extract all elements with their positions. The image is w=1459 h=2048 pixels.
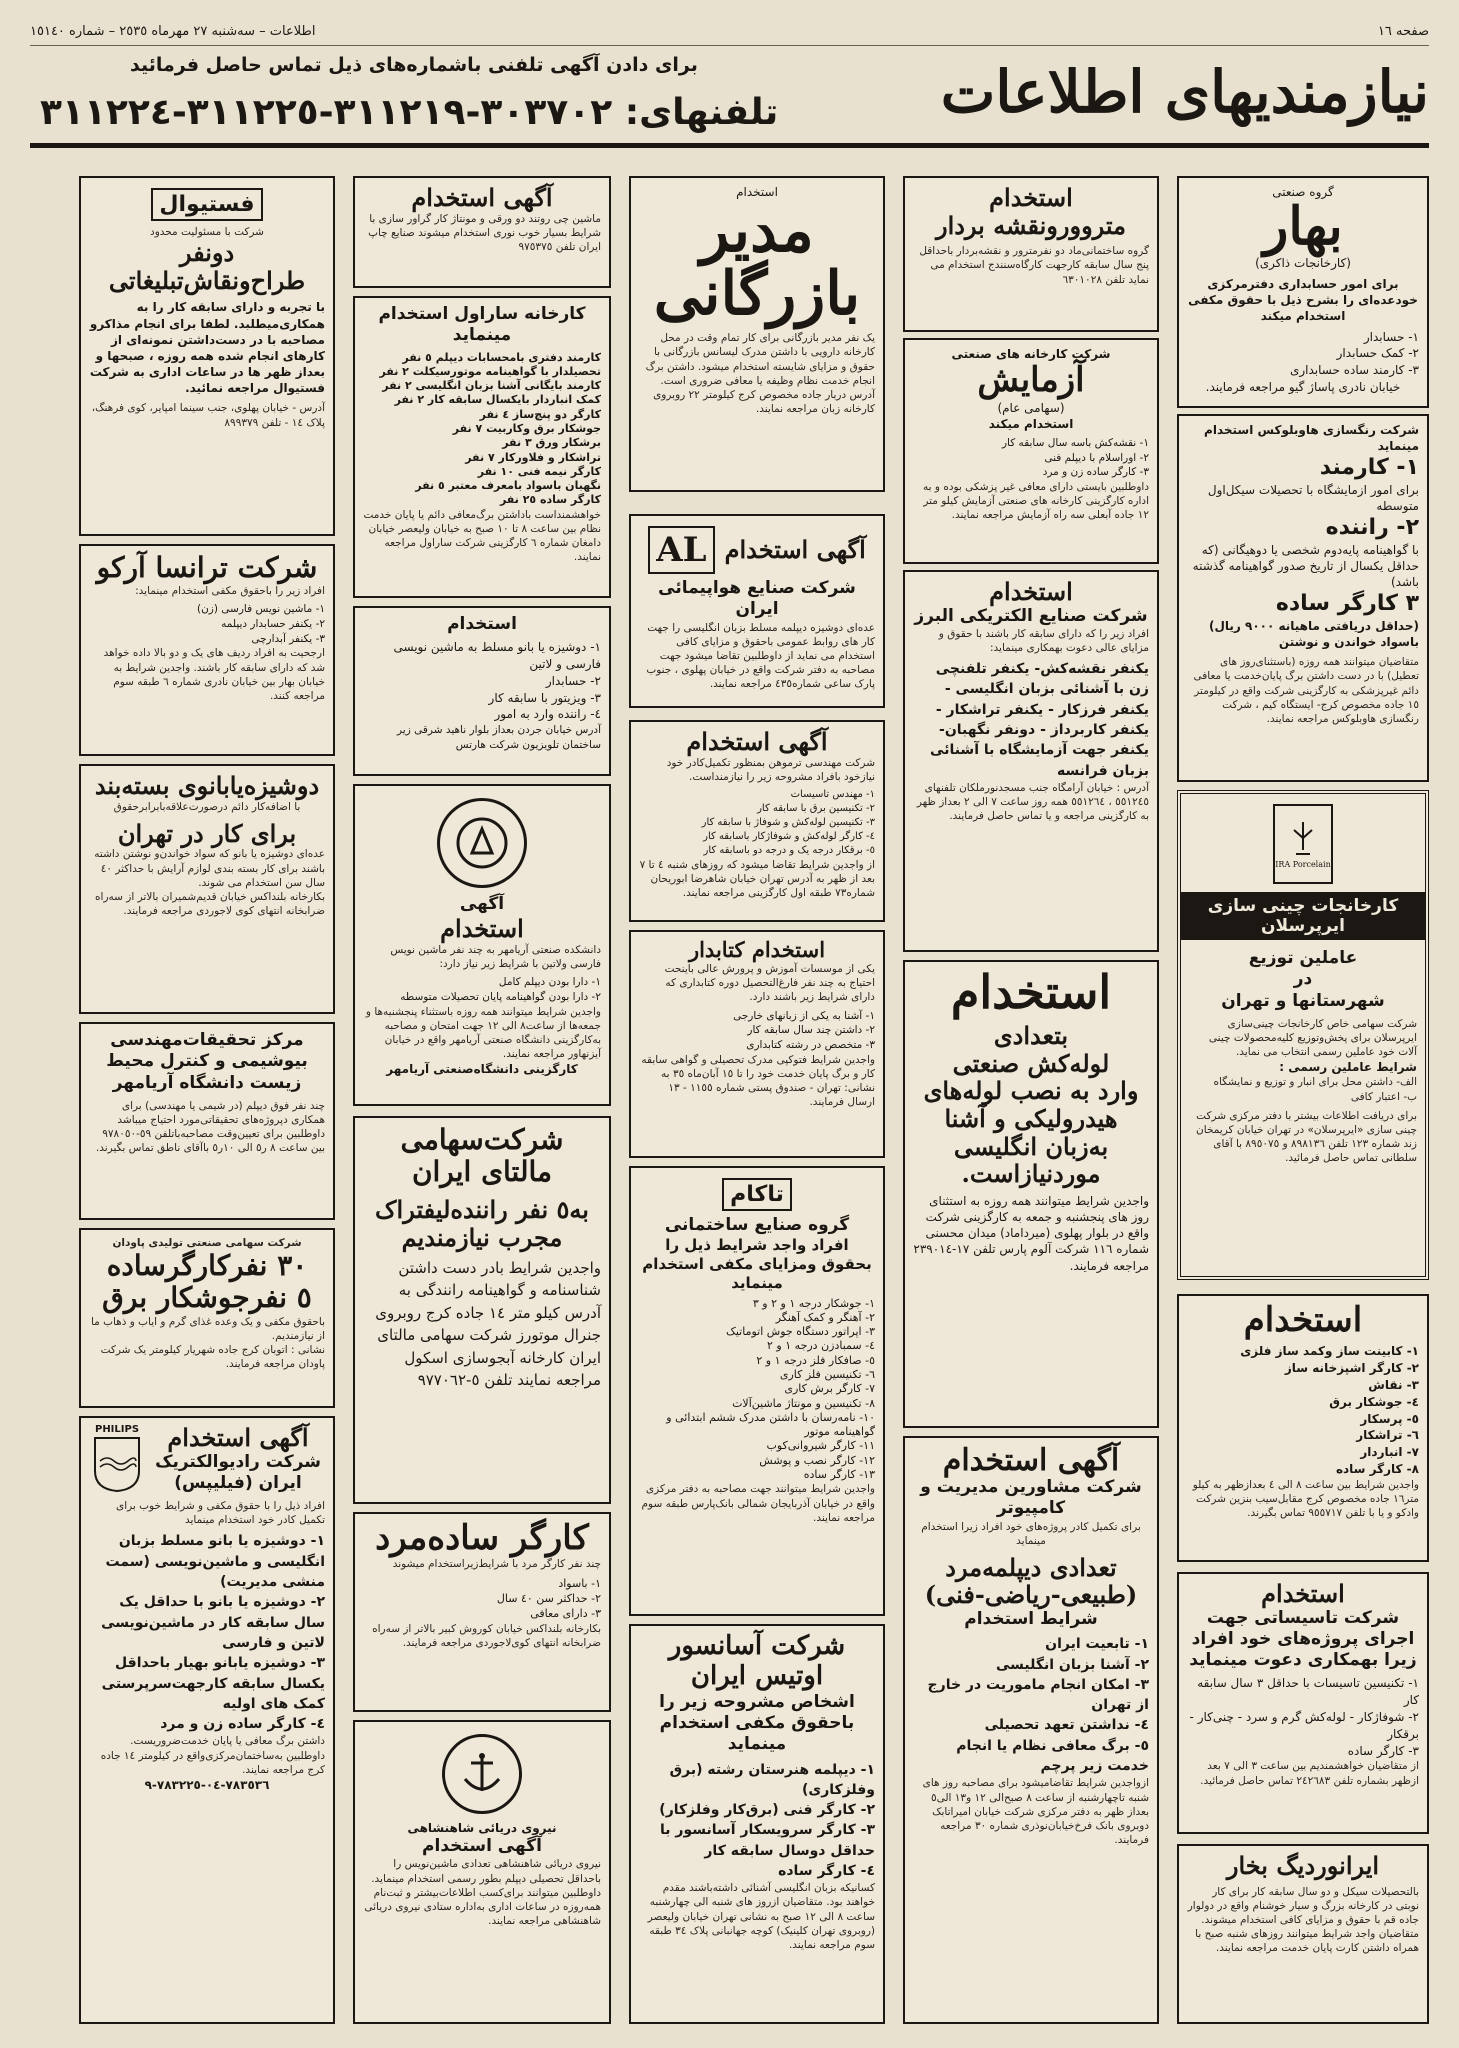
ad-bastebandi-body: با اضافه‌کار دائم درصورت‌علاقه‌بابرابر‌حقوق	[113, 800, 301, 813]
ad-estekhdam-hartis	[353, 606, 611, 776]
ad-naqshe-body: گروه ساختمانی‌ماد دو نفرمترور و نقشه‌بردار باحداقل پنج سال سابقه کارجهت کارگاه‌سنندج استخدام می نماید تلفن ٦٣٠١٠٢٨	[919, 245, 1149, 286]
irporcelain-strip: کارخانجات چینی سازی ایرپرسلان	[1181, 892, 1425, 940]
list-item: ٣- کارمند ساده حسابداری	[1289, 363, 1419, 378]
ad-tasisati-head: شرکت تاسیساتی جهت اجرای پروژه‌های خود افراد زیرا بهمکاری دعوت مینماید	[1189, 1607, 1417, 1671]
ad-bastebandi-body2: عده‌ای دوشیزه یا بانو که سواد خواندن‌و نوشتن داشته باشند برای کار بسته بندی لوازم آرایش با حداکثر ٤٠ سال سن استخدام می شوند.	[94, 848, 325, 889]
ad-aryamehr-title: آگهی	[459, 894, 505, 914]
list-item: ١- ماشین نویس فارسی (زن)	[196, 603, 325, 616]
ad-bokhar-title: ایرانوردیگ بخار	[1226, 1851, 1380, 1880]
list-item: ٦- تراشکار	[1356, 1428, 1419, 1443]
list-item: ٣- کارگر سرویسکار آسانسور با حداقل دوسال سابقه کار	[660, 1822, 875, 1859]
ad-havoboks	[1177, 414, 1429, 782]
ad-maltaee-title: شرکت‌سهامی مالتای ایران	[400, 1123, 564, 1189]
crown-icon	[1288, 820, 1318, 860]
phones-value: ٣٠٣٧٠٢-٣١١٢١٩-٣١١٢٢٥-٣١١٢٢٤	[40, 92, 613, 133]
ad-philips-list	[89, 1531, 325, 1734]
list-item: ١- تابعیت ایران	[1045, 1636, 1149, 1653]
irporcelain-logo	[1273, 804, 1333, 884]
issue-line: اطلاعات – سه‌شنبه ٢٧ مهرماه ٢٥٣٥ – شماره ١٥١٤٠	[30, 24, 316, 39]
list-item: ١- باسواد	[558, 1576, 601, 1590]
ad-havoboks-role2: ٢- راننده	[1325, 515, 1419, 541]
ad-bahar-name: بهار	[1263, 196, 1343, 258]
ad-lolekesh-title: استخدام	[950, 965, 1112, 1019]
ad-bazargani-small: استخدام	[736, 185, 778, 199]
list-item: ٤- کارگر ساده	[778, 1863, 875, 1880]
ad-havapeyma-company: شرکت صنایع هواپیمائی ایران	[658, 578, 856, 620]
ad-naqshe	[903, 176, 1159, 332]
ad-biomedical-title: مرکز تحقیقات‌مهندسی بیوشیمی و کنترل محیط زیست دانشگاه آریامهر	[106, 1030, 308, 1093]
ad-bahar-address: خیابان نادری پاساژ گیو مراجعه فرمایند.	[1205, 379, 1401, 394]
ad-azmayesh-name: آزمایش	[977, 360, 1085, 401]
ad-havoboks-intro: شرکت رنگسازی هاوبلوکس استخدام مینماید	[1204, 423, 1419, 454]
ad-moshaverin-title: آگهی استخدام	[942, 1443, 1120, 1478]
ad-sakhtemani-head: افراد واجد شرایط ذیل را بحقوق ومزایای مکفی استخدام مینماید	[642, 1236, 872, 1292]
list-item: ٣- کارگر ساده زن و مرد	[1042, 466, 1149, 479]
phone-instruction: برای دادن آگهی تلفنی باشماره‌های ذیل تماس حاصل فرمائید	[130, 54, 698, 76]
ad-alborz-intro: افراد زیر را که دارای سابقه کار باشند با حقوق و مزایای عالی دعوت بهمکاری مینماید:	[938, 627, 1149, 655]
list-item: ٣- دوشیزه یابانو بهیار باحداقل یکسال سابقه کارجهت‌سرپرستی کمک های اولیه	[101, 1655, 325, 1712]
ad-lolekesh-line: موردنیازاست.	[961, 1159, 1101, 1189]
ad-saravol-title: کارخانه ساراول استخدام مینماید	[378, 304, 586, 346]
ad-moshaverin-list	[913, 1634, 1149, 1776]
ad-saravol-list	[363, 351, 601, 508]
ad-bazargani-title: مدیر بازرگانی	[653, 196, 861, 330]
ad-bokhar	[1177, 1844, 1429, 2024]
list-item: ٥- برگ معافی نظام یا انجام خدمت زیر پرچم	[956, 1737, 1149, 1775]
ad-transarko-list	[89, 602, 325, 646]
list-item: ٤- کارگر لوله‌کش و شوفاژکار باسابقه کار	[703, 830, 875, 842]
ad-azmayesh-group: شرکت کارخانه های صنعتی	[951, 347, 1111, 361]
list-item: ١- کابینت ساز وکمد ساز فلزی	[1240, 1344, 1419, 1359]
list-item: ٢- کمک حسابدار	[1336, 346, 1419, 361]
ad-kargar-mard-title: کارگر ساده‌مرد	[375, 1518, 589, 1558]
ad-azmayesh-head: استخدام میکند	[988, 416, 1074, 431]
list-item: ٢- یکنفر حسابدار دیپلمه	[221, 618, 325, 631]
ad-kargar-mard-body2: بکارخانه بلنداکس خیابان کوروش کبیر بالاتر از سه‌راه ضرابخانه انتهای کوی‌لاجوردی مراجعه فرمایند.	[372, 1622, 601, 1649]
list-item: ١٢- کارگر نصب و پوشش	[759, 1453, 875, 1467]
ad-bastebandi-title: دوشیزه‌یابانوی بسته‌بند	[94, 771, 320, 800]
ad-ketabdar-title: استخدام کتابدار	[688, 937, 826, 962]
festival-logo-icon: فستیوال	[151, 188, 262, 221]
ad-pavdan	[79, 1228, 335, 1408]
ad-niroo-title: آگهی استخدام	[422, 1836, 542, 1857]
list-item: ٤- سمبادزن درجه ١ و ٢	[767, 1339, 875, 1353]
list-item: ٤- جوشکار برق	[1329, 1394, 1419, 1409]
list-item: ٥- صافکار فلز درجه ١ و ٢	[756, 1353, 875, 1367]
ad-niroo-body: نیروی دریائی شاهنشاهی تعدادی ماشین‌نویس را باحداقل تحصیلی دیپلم بطور رسمی استخدام مینماید.	[371, 1858, 601, 1885]
ad-hartis-list	[363, 639, 601, 752]
ad-lolekesh-line: بتعدادی	[993, 1021, 1069, 1051]
ad-asansor-body: کسانیکه بزبان انگلیسی آشنائی داشته‌باشند مقدم خواهند بود. متقاضیان ازروز های شنبه الی چهارشنبه ساعت ٨ الی ١٢ صبح به نشانی تهران خیابان ولیعصر (روبروی تهران کلینیک) کوچه جهانبانی پلاک ٣٤ طبقه سوم مراجعه نمایند.	[647, 1882, 875, 1951]
page-top-line	[30, 18, 1429, 46]
list-item: ٢- کارگر اشپزخانه ساز	[1284, 1361, 1419, 1376]
irporcelain-c1: الف- داشتن محل برای انبار و توزیع و نمایشگاه	[1213, 1076, 1417, 1089]
ad-alborz-body: آدرس : خیابان آرامگاه جنب مسجدنورملکان تلفنهای ٥٥١٢٤٥ ، ٥٥١٢٦٤ همه روز ساعت ٧ الی ٢ بعداز ظهر به کارگزینی مراجعه و یا تماس حاصل فرمایند.	[916, 781, 1149, 823]
list-item: ٣- دارای معافی	[530, 1607, 601, 1621]
ad-bazargani-body: یک نفر مدیر بازرگانی برای کار تمام وقت در محل کارخانه دارویی با داشتن مدرک لیسانس بازرگانی با حقوق و مزایای شایسته استخدام میشود. داشتن برگ انجام خدمت نظام وظیفه یا معافی ضروری است.	[645, 332, 875, 387]
ad-bahar-group: گروه صنعتی	[1272, 185, 1334, 199]
ad-bazargani-address: آدرس دربار جاده مخصوص کرج کیلومتر ٢٢ روبروی کارخانه زبان مراجعه نمایند.	[653, 388, 875, 416]
ad-moshaverin-intro: برای تکمیل کادر پروژه‌های خود افراد زیرا استخدام مینماید	[921, 1520, 1141, 1547]
page-number: صفحه ١٦	[1377, 24, 1429, 39]
ad-havoboks-body: متقاضیان میتوانند همه روزه (باستثنای‌روز های تعطیل) با در دست داشتن برگ پایان‌خدمت یا معافی دائم غیرپزشکی به کارگزینی شرکت واقع در کیلومتر ١٥ جاده مخصوص کرج- ایستگاه کیم ، شرکت رنگسازی هاوبلوکس مراجعه نمایند.	[1193, 656, 1419, 725]
ad-festival-address: آدرس - خیابان پهلوی، جنب سینما امپایر، کوی فرهنگ، پلاک ١٤ - تلفن ٨٩٩٣٧٩	[91, 402, 325, 429]
ad-hartis-title: استخدام	[447, 614, 517, 634]
irporcelain-body: شرکت سهامی خاص کارخانجات چینی‌سازی ایرپرسلان برای پخش‌وتوزیع کلیه‌محصولات چینی آلات خود عاملین رسمی انتخاب می نماید.	[1208, 1017, 1417, 1059]
list-item: ٢- حداکثر سن ٤٠ سال	[496, 1591, 601, 1605]
ad-niroo-body2: داوطلبین میتوانند برای‌کسب اطلاعات‌بیشتر و ثبت‌نام همه‌روزه در ساعات اداری به‌اداره ستادی نیروی دریائی شاهنشاهی مراجعه نمایند.	[364, 1886, 601, 1928]
ad-naqshe-title: استخدام	[989, 183, 1073, 212]
ad-mohandesi-body: شرکت مهندسی ترموهن بمنظور تکمیل‌کادر خود نیازخود بافراد مشروحه زیر را نیازمنداست.	[666, 756, 875, 783]
list-item: ١- تکنیسین تاسیسات با حداقل ٣ سال سابقه کار	[1197, 1676, 1419, 1708]
ad-bahar-sub: (کارخانجات ذاکری)	[1255, 255, 1351, 270]
ad-ketabdar-list	[639, 1009, 875, 1053]
ad-asansor-title: شرکت آسانسور اوتیس ایران	[668, 1631, 846, 1691]
list-item: ٢- داشتن چند سال سابقه کار	[747, 1024, 875, 1037]
ad-estekhdam-fellezi	[1177, 1294, 1429, 1562]
list-item: کارگر دو پنچ‌ساز ٤ نفر	[479, 407, 601, 421]
ad-aryamehr	[353, 784, 611, 1106]
logo-text: IRA Porcelain	[1275, 859, 1331, 869]
ad-havoboks-role3-desc: (حداقل دریافتی ماهیانه ٩٠٠٠ ریال) باسواد خواندن و نوشتن	[1209, 618, 1419, 649]
list-item: جوشکار برق وکاربیت ٧ نفر	[452, 421, 601, 435]
ad-tasisati	[1177, 1572, 1429, 1834]
list-item: تحصیلدار با گواهینامه موتورسیکلت ٢ نفر	[379, 364, 601, 378]
ad-aryamehr-body: دانشکده صنعتی آریامهر به چند نفر ماشین نویس فارسی ولاتین با شرایط زیر نیاز دارد:	[390, 943, 601, 971]
list-item: نگهبان باسواد بامعرف معتبر ٥ نفر	[415, 479, 601, 493]
list-item: ٣- متخصص در رشته کتابداری	[746, 1039, 875, 1052]
list-item: ٨- تکنیسین و مونتاژ ماشین‌آلات	[732, 1396, 875, 1410]
ad-alborz-list	[913, 659, 1149, 781]
ad-mohandesi-body2: از واجدین شرایط تقاضا میشود که روزهای شنبه ٤ تا ٧ بعد از ظهر به آدرس تهران خیابان شاهرضا ابوریحان شماره٧٣ طبقه اول کارگزینی مراجعه نمایند.	[639, 858, 875, 900]
philips-logo	[89, 1424, 145, 1493]
list-item: ٤- راننده وارد به امور	[494, 707, 601, 722]
ad-bastebandi	[79, 764, 335, 1014]
ad-transarko-body: ارجحیت به افراد ردیف های یک و دو بالا داده خواهد شد که دارای سابقه کار باشند. واجدین شرایط به خیابان بهار بین خیابان نادری شماره ٦ طبقه سوم مراجعه کنند.	[103, 647, 325, 702]
ad-biomedical-body: چند نفر فوق دیپلم (در شیمی یا مهندسی) برای همکاری دپروژه‌های تحقیقاتی‌مورد احتیاج میباشد داوطلبین برای تعیین‌وقت مصاحبه‌باتلفن ٥٩-٩٧٨٠٥٠ بین ساعت ٨ ر٥ الی ١٠ر٥ باآقای ناطق تماس بگیرند.	[95, 1099, 325, 1155]
ad-mohandesi-title: آگهی استخدام	[686, 727, 828, 756]
ad-festival-body: با تجربه و دارای سابقه کار را به همکاری‌میطلبد. لطفا برای انجام مذاکرو مصاحبه با در دست‌داشتن نمونه‌ای از کارهای انجام شده همه روزه ، صبحها و بعداز ظهر ها در ساعات اداری به شرکت فستیوال مراجعه نمائید.	[89, 300, 325, 396]
list-item: ٢- اوراسلام با دیپلم فنی	[1044, 451, 1149, 464]
ad-maltaee-head: به٥ نفر راننده‌لیفتراک مجرب نیازمندیم	[375, 1195, 589, 1252]
ad-bazargani	[629, 176, 885, 492]
ad-alborz-company: شرکت صنایع الکتریکی البرز	[914, 605, 1148, 626]
ad-philips	[79, 1416, 335, 2024]
ad-havoboks-role2-desc: با گواهینامه پایه‌دوم شخصی یا دوهیگانی (که حداقل یکسال از تاریخ صدور گواهینامه گذشته باشد)	[1192, 542, 1419, 590]
list-item: ١- حسابدار	[1363, 329, 1419, 344]
list-item: ٣- اپراتور دستگاه جوش اتوماتیک	[726, 1325, 875, 1339]
ad-bokhar-body: بالتحصیلات سیکل و دو سال سابقه کار برای کار نوبتی در کارخانه بزرگ و سیار خوشنام واقع در دولوار جاده قم با حقوق و مزایای کافی استخدام میشوند. متقاضیان واجد شرایط میتوانند روزهای شنبه صبح با همراه داشتن کارت پایان خدمت مراجعه نمایند.	[1187, 1885, 1419, 1955]
list-item: ٧- کارگر برش کاری	[784, 1382, 875, 1396]
ad-philips-intro: افراد ذیل را با حقوق مکفی و شرایط خوب برای تکمیل کادر خود استخدام مینماید	[115, 1500, 325, 1527]
ad-irporcelain	[1177, 790, 1429, 1280]
list-item: ٤- نداشتن تعهد تحصیلی	[984, 1717, 1149, 1734]
ad-asansor-list	[639, 1760, 875, 1882]
ad-azmayesh-list	[913, 436, 1149, 480]
ad-golpayegan-body: ماشین‌ چی روتند دو ورقی و مونتاژ کار گراور سازی با شرایط بسیار خوب نوری استخدام میشوند صنایع چاپ ایران تلفن ٩٧٥٣٧٥	[368, 212, 601, 253]
ad-saravol-body: خواهشمند‌است‌ باداشتن برگ‌معافی دائم یا پایان خدمت نظام بین ساعت ٨ تا ١٠ صبح به خیابان ولیعصر خیابان دامغان شماره ٦ کارگزینی شرکت ساراول مراجعه نمایند.	[363, 508, 601, 564]
ad-asansor-head: اشخاص مشروحه زیر را باحقوق مکفی استخدام مینماید	[659, 1691, 855, 1755]
list-item: تراشکار و فلاورکار ٧ نفر	[465, 450, 601, 464]
takam-logo-icon: تاکام	[722, 1178, 792, 1211]
list-item: ٣- امکان انجام ماموریت در خارج از تهران	[927, 1676, 1149, 1714]
ad-naqshe-head: متروورونقشه بردار	[935, 210, 1127, 240]
ad-pavdan-address: نشانی : اتوبان کرج جاده شهریار کیلومتر یک شرکت پاودان مراجعه فرمایند.	[100, 1343, 325, 1371]
list-item: ١٣- کارگر ساده	[803, 1468, 875, 1482]
list-item: ٨- کارگر ساده	[1335, 1461, 1419, 1476]
list-item: یکنفر فرزکار - یکنفر تراشکار -	[935, 701, 1149, 718]
list-item: ١- جوشکار درجه ١ و ٢ و ٣	[752, 1296, 875, 1310]
list-item: ٣- نقاش	[1368, 1377, 1419, 1392]
ad-asansor	[629, 1624, 885, 2024]
ad-aryamehr-title2: استخدام	[440, 914, 524, 944]
list-item: ٣- یکنفر آبدارچی	[251, 632, 325, 645]
ad-pavdan-head2: ٥ نفرجوشکار برق	[102, 1281, 312, 1315]
airline-logo-icon: AL	[648, 526, 714, 574]
ad-moshaverin	[903, 1436, 1159, 2024]
ad-kargar-mard-list	[363, 1576, 601, 1622]
irporcelain-c2: ب- اعتبار کافی	[1350, 1090, 1417, 1103]
list-item: ١- نقشه‌کش باسه سال سابقه کار	[1001, 436, 1149, 449]
masthead	[30, 52, 1429, 148]
list-item: ٢- حسابدار	[545, 673, 601, 688]
list-item: ٤- کارگر ساده زن و مرد	[160, 1716, 325, 1733]
ad-moshaverin-cond: شرایط استخدام	[964, 1609, 1098, 1630]
ad-moshaverin-head: تعدادی دیپلمه‌مرد	[945, 1552, 1117, 1582]
ad-maltaee	[353, 1116, 611, 1504]
ad-kargar-mard-body: چند نفر کارگر مرد با شرایط‌زیر‌استخدام میشوند	[392, 1558, 601, 1571]
phone-numbers	[40, 92, 778, 133]
ad-festival-sub: شرکت با مسئولیت محدود	[150, 226, 264, 238]
ad-sakhtemani-title: گروه صنایع ساختمانی	[664, 1215, 850, 1235]
ad-pavdan-intro: شرکت سهامی صنعتی تولیدی پاودان	[112, 1237, 302, 1249]
ad-festival-head: دونفر طراح‌ونقاش‌تبلیغاتی	[108, 238, 306, 295]
ad-lolekesh-line: وارد به نصب لوله‌های	[923, 1076, 1139, 1106]
ad-fellezi-body: واجدین شرایط بین ساعت ٨ الی ٤ بعدازظهر به کیلو متر١٦ جاده مخصوص کرج مقابل‌سیب بنزین شرکت وادکو و یا با تلفن ٩٥٥٧١٧ تماس بگیرند.	[1192, 1478, 1419, 1520]
ad-bahar	[1177, 176, 1429, 408]
list-item: ١- مهندس تاسیسات	[790, 788, 875, 800]
ad-lolekesh-line: هیدرولیکی و آشنا	[944, 1104, 1118, 1134]
list-item: کارگر ساده ٢٥ نفر	[499, 493, 601, 507]
ad-havoboks-role3: ٣ کارگر ساده	[1275, 591, 1419, 617]
ad-transarko	[79, 544, 335, 756]
ad-havapeyma-body: عده‌ای دوشیزه دیپلمه مسلط بزبان انگلیسی را جهت کار های روابط عمومی باحقوق و مزایای کافی استخدام می نماید از داوطلبین تقاضا میشود جهت مصاحبه به دفتر شرکت واقع در خیابان پهلوی ، جنوب پارک ساعی شماره٤٣٥ مراجعه نمایند.	[646, 621, 875, 691]
list-item: کمک انباردار بایکسال سابقه کار ٢ نفر	[394, 393, 601, 407]
ad-fellezi-title: استخدام	[1243, 1300, 1363, 1340]
ad-lolekesh-line: لوله‌کش صنعتی	[952, 1048, 1110, 1078]
ad-havapeyma-header	[639, 522, 875, 578]
ad-tasisati-list	[1187, 1675, 1419, 1759]
ad-biomedical	[79, 1022, 335, 1220]
list-item: ٢- آشنا بزبان انگلیسی	[996, 1656, 1149, 1673]
ad-transarko-title: شرکت ترانسا آرکو	[96, 551, 318, 584]
list-item: کارمند بایگانی آشنا بزبان انگلیسی ٢ نفر	[382, 379, 601, 393]
list-item: آدرس خیابان جردن بعداز بلوار ناهید شرقی زیر ساختمان تلویزیون شرکت هارتس	[397, 724, 601, 751]
list-item: زن با آشنائی بزبان انگلیسی -	[944, 681, 1149, 698]
list-item: ٢- دارا بودن گواهینامه پایان تحصیلات متوسطه	[400, 990, 601, 1003]
list-item: یکنفر جهت آزمایشگاه با آشنائی	[930, 742, 1149, 759]
ad-ketabdar	[629, 930, 885, 1158]
list-item: کارگر نیمه فنی ١٠ نفر	[477, 464, 601, 478]
list-item: ١٠- نامه‌رسان با داشتن مدرک ششم ابتدائی و گواهینامه موتور	[666, 1410, 875, 1439]
ad-aryamehr-body2: واجدین شرایط میتوانند همه روزه باستثناء پنجشنبه‌ها و جمعه‌ها از ساعت٨ الی ١٢ جهت امتحان و مصاحبه به‌کارگزینی دانشگاه صنعتی آریامهر واقع در خیابان آیزنهاور مراجعه نمایند.	[365, 1005, 601, 1061]
list-item: بزبان فرانسه	[1057, 762, 1149, 779]
ad-golpayegan	[353, 176, 611, 288]
ad-havapeyma	[629, 514, 885, 708]
ad-bahar-list	[1187, 329, 1419, 379]
ad-azmayesh-sub: (سهامی عام)	[997, 400, 1065, 415]
list-item: ١١- کارگر شیروانی‌کوب	[766, 1439, 875, 1453]
list-item: ١- آشنا به یکی از زبانهای خارجی	[733, 1009, 875, 1022]
ad-azmayesh	[903, 338, 1159, 564]
ad-azmayesh-body: داوطلبین بایستی دارای معافی غیر پزشکی بوده و به اداره کارگزینی کارخانه های صنعتی آزمایش کیلو متر ١٢ جاده آبعلی سه راه آزمایش مراجعه نمایند.	[923, 481, 1149, 522]
ad-lolekesh-line: به‌زبان انگلیسی	[953, 1131, 1109, 1161]
ad-sakhtemani-body: واجدین شرایط میتوانند جهت مصاحبه به دفتر مرکزی واقع در خیابان آذربایجان شمالی بانک‌پارس طبقه سوم مراجعه نمایند.	[641, 1483, 875, 1524]
ad-tasisati-title: استخدام	[1261, 1579, 1345, 1608]
irporcelain-cond: شرایط عاملین رسمی :	[1279, 1060, 1417, 1075]
ad-bahar-intro: برای امور حسابداری دفترمرکزی خودعده‌ای را بشرح ذیل با حقوق مکفی استخدام میکند	[1188, 276, 1418, 324]
ad-havapeyma-title: آگهی استخدام	[724, 535, 866, 565]
ad-philips-header	[89, 1424, 325, 1494]
ad-tasisati-body: از متقاضیان خواهشمندیم بین ساعت ٣ الی ٧ بعد ازظهر بشماره تلفن ٢٤٢٦٨٣ تماس حاصل فرمائید.	[1200, 1760, 1419, 1787]
list-item: ١- دوشیزه یا بانو مسلط به ماشین نویسی فارسی و لاتین	[393, 640, 601, 672]
list-item: یکنفر نقشه‌کش- یکنفر تلفنچی	[935, 661, 1149, 678]
list-item: ٦- تکنیسین فلز کاری	[779, 1367, 875, 1381]
list-item: ٢- تکنیسین برق با سابقه کار	[757, 802, 875, 814]
ad-bastebandi-address: بکارخانه بلنداکس خیابان قدیم‌شمیران بالاتر از سه‌راه ضرابخانه انتهای کوی لاجوردی مراجعه فرمایند.	[95, 890, 325, 918]
ad-ketabdar-body: یکی از موسسات آموزش و پرورش عالی باینحت احتیاج به چند نفر فارغ‌التحصیل دوره کتابداری که دارای شرایط زیر باشند دارد.	[664, 963, 875, 1004]
ad-mohandesi-list	[639, 788, 875, 858]
ad-moshaverin-body: ازواجدین شرایط تقاضامیشود برای مصاحبه روز های شنبه تاچهارشنبه از ساعت ٨ صبح‌الی ١٢ و١٣ الی٥ بعداز ظهر به دفتر مرکزی شرکت خیابان امیراتابک دوبروی بانک فرخ‌خیابان‌نوذری شماره ٣٠ مراجعه فرمایند.	[922, 1777, 1149, 1847]
ad-fellezi-list	[1187, 1343, 1419, 1477]
list-item: ٣- کارگر ساده	[1347, 1743, 1419, 1758]
list-item: ١- دارا بودن دیپلم کامل	[498, 976, 601, 989]
phones-label: تلفنهای:	[624, 92, 779, 133]
ad-alborz	[903, 570, 1159, 952]
ad-golpayegan-title: آگهی استخدام	[411, 183, 553, 212]
list-item: ٧- انباردار	[1360, 1445, 1419, 1460]
section-title: نیازمندیهای اطلاعات	[940, 58, 1429, 126]
irporcelain-contact: برای دریافت اطلاعات بیشتر با دفتر مرکزی شرکت چینی سازی «ایرپرسلان» در تهران خیابان کریمخان زند شماره ١٢٣ تلفن ٨٩٨١٣٦ و ٨٩٥٠٧٥ با آقای سلطانی تماس حاصل فرمائید.	[1196, 1109, 1417, 1165]
list-item: ٣- تکنیسین لوله‌کش و شوفاژ با سابقه کار	[701, 816, 875, 828]
list-item: ٢- شوفاژکار - لوله‌کش گرم و سرد - چنی‌کار - برقکار	[1189, 1709, 1419, 1741]
list-item: ٢- آهنگر و کمک آهنگر	[775, 1310, 875, 1324]
ad-mohandesi	[629, 720, 885, 922]
list-item: ٢- کارگر فنی (برق‌کار وفلزکار)	[659, 1802, 875, 1819]
ad-philips-phones: ٧٨٣٥٣٦-٠٤-٧٨٣٢٢٥-٩	[144, 1777, 270, 1792]
ad-havoboks-role1-desc: برای امور ازمایشگاه با تحصیلات سیکل‌اول متوسطه	[1207, 482, 1419, 514]
list-item: ٢- دوشیزه یا بانو با حداقل یک سال سابقه کار در ماشین‌نویسی لاتین و فارسی	[101, 1594, 325, 1651]
ad-festival	[79, 176, 335, 536]
irporcelain-h1: عاملین توزیع	[1248, 948, 1358, 968]
list-item: ١- دیپلمه هنرستان رشته (برق وفلزکاری)	[669, 1761, 875, 1798]
philips-shield-icon	[92, 1435, 142, 1493]
ad-niroo	[353, 1720, 611, 2024]
ad-moshaverin-sub: (طبیعی-ریاضی-فنی)	[924, 1580, 1138, 1610]
list-item: ٣- ویزیتور با سابقه کار	[488, 690, 601, 705]
ad-lolekesh-body: واجدین شرایط میتوانند همه روزه به استثنای روز های پنجشنبه و جمعه به کارگزینی شرکت واقع در بلوار پهلوی (میرداماد) میدان محسنی شماره ١١٦ شرکت آلوم پارس تلفن ١٧-٢٣٩٠١٤ مراجعه فرمایند.	[913, 1193, 1149, 1273]
ad-philips-body: داشتن برگ معافی یا پایان خدمت‌ضروریست. داوطلبین به‌ساختمان‌مرکزی‌واقع در کیلومتر ١٤ جاده کرج مراجعه نمایند.	[100, 1735, 325, 1776]
ad-havoboks-role1: ١- کارمند	[1319, 455, 1419, 481]
ad-kargar-mard	[353, 1512, 611, 1712]
ad-maltaee-body: واجدین شرایط بادر دست داشتن شناسنامه و گواهینامه رانندگی به آدرس کیلو متر ١٤ جاده کرج روبروی جنرال موتورز شرکت سهامی مالتای ایران کارخانه آبجوسازی اسکول مراجعه نمایند تلفن ٥-٩٧٧٠٦٢	[375, 1258, 601, 1390]
ad-sakhtemani-list	[639, 1297, 875, 1483]
ad-philips-title: آگهی استخدام	[167, 1423, 309, 1452]
ad-aryamehr-list	[363, 975, 601, 1004]
ad-saravol	[353, 296, 611, 598]
irporcelain-h3: شهرستانها و تهران	[1221, 990, 1385, 1011]
ad-sakhtemani	[629, 1166, 885, 1616]
ad-moshaverin-company: شرکت مشاورین مدیریت و کامپیوتر	[920, 1477, 1142, 1519]
ad-alborz-title: استخدام	[989, 577, 1073, 606]
list-item: ٥- برقکار درجه یک و درجه دو باسابقه کار	[703, 844, 875, 856]
philips-logo-text: PHILIPS	[94, 1424, 140, 1435]
list-item: برشکار ورق ٣ نفر	[502, 436, 601, 450]
ad-philips-company: شرکت رادیوالکتریک ایران (فیلیپس)	[155, 1451, 321, 1493]
ad-transarko-intro: افراد زیر را باحقوق مکفی استخدام مینماید:	[135, 585, 325, 598]
university-emblem-icon	[437, 798, 527, 888]
ad-niroo-emblem-text: نیروی دریائی شاهنشاهی	[407, 1821, 557, 1835]
ad-ketabdar-body2: واجدین شرایط فتوکپی مدرک تحصیلی و گواهی سابقه کار و برگ پایان خدمت خود را تا ١٥ آبان‌ماه ٣٥ به نشانی: تهران - صندوق پستی شماره ١١٥٥ - ١٣ ارسال فرمایند.	[641, 1053, 875, 1109]
ad-aryamehr-footer: کارگزینی دانشگاه‌صنعتی آریامهر	[386, 1062, 578, 1077]
navy-anchor-icon	[442, 1734, 522, 1814]
list-item: یکنفر کاربرداز - دونفر نگهبان-	[939, 722, 1149, 739]
irporcelain-h2: در	[1293, 969, 1313, 990]
list-item: کارمند دفتری بامحسابات دیپلم ٥ نفر	[402, 350, 601, 364]
ad-pavdan-head: ٣٠ نفرکارگرساده	[106, 1249, 308, 1283]
list-item: ١- دوشیزه یا بانو مسلط بزبان انگلیسی و ماشین‌نویسی (سمت منشی مدیریت)	[105, 1533, 325, 1591]
ad-bastebandi-head: برای کار در تهران	[117, 818, 297, 848]
ad-pavdan-body: باحقوق مکفی و یک وعده غذای گرم و ایاب و ذهاب ما از نیازمندیم.	[90, 1315, 325, 1342]
ad-lolekesh	[903, 960, 1159, 1428]
list-item: ٥- پرسکار	[1360, 1411, 1419, 1426]
